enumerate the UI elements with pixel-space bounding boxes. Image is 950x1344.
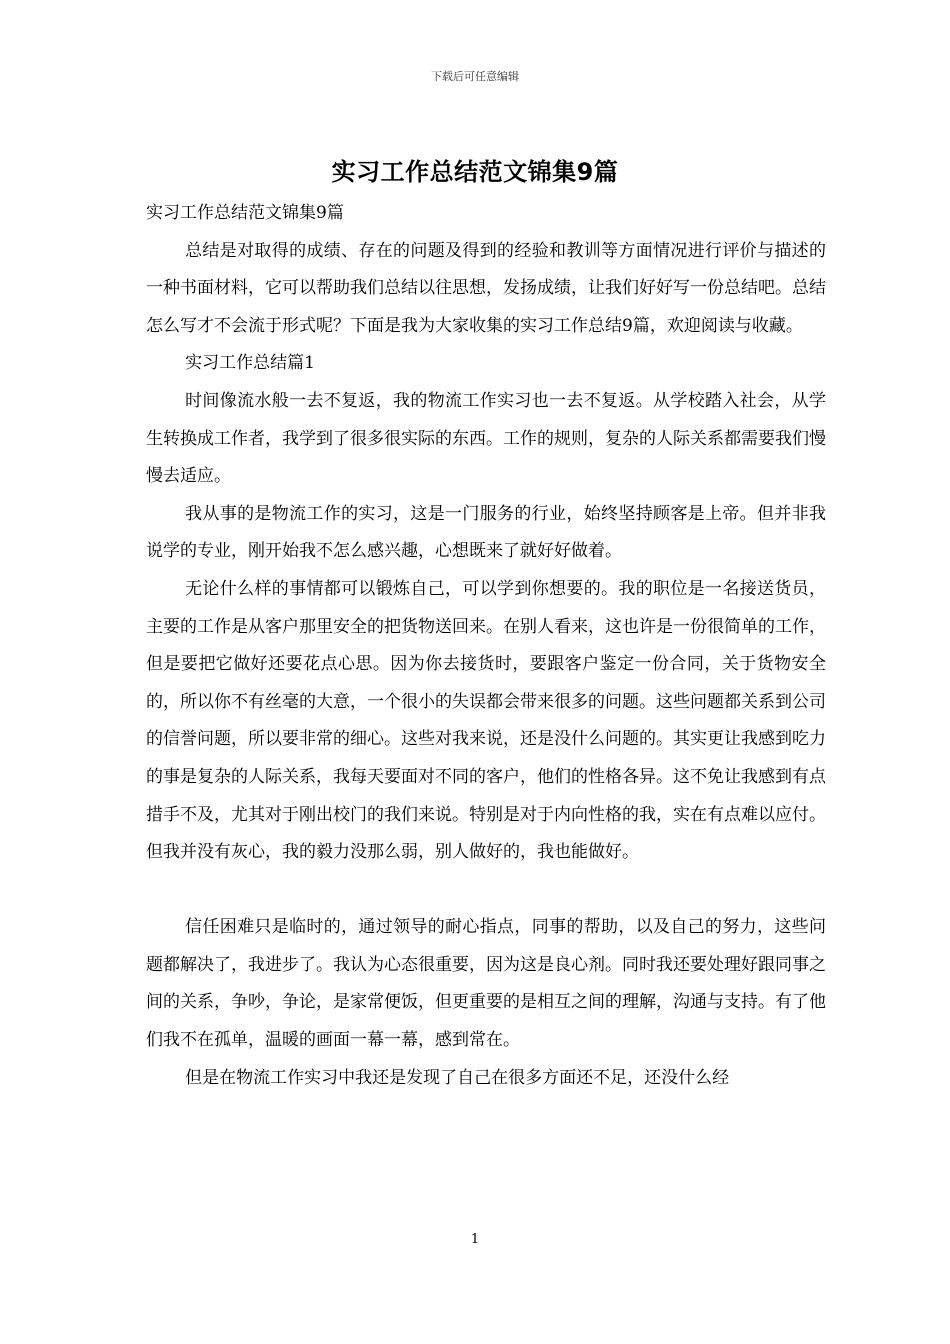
document-body bbox=[146, 195, 826, 1097]
page-number: 1 bbox=[470, 1232, 480, 1247]
document-title: 实习工作总结范文锦集9篇 bbox=[331, 158, 619, 186]
section-heading: 实习工作总结篇1 bbox=[185, 353, 315, 374]
document-subtitle: 实习工作总结范文锦集9篇 bbox=[146, 203, 344, 223]
body-paragraph: 无论什么样的事情都可以锻炼自己，可以学到你想要的。我的职位是一名接送货员，主要的工作是从客户那里安全的把货物送回来。在别人看来，这也许是一份很简单的工作，但是要把它做好还要花点心思。因为你去接货时，要跟客户鉴定一份合同，关于货物安全的，所以你不有丝毫的大意，一个很小的失误都会带来很多的问题。这些问题都关系到公司的信誉问题，所以要非常的细心。这些对我来说，还是没什么问题的。其实更让我感到吃力的事是复杂的人际关系，我每天要面对不同的客户，他们的性格各异。这不免让我感到有点措手不及，尤其对于刚出校门的我们来说。特别是对于内向性格的我，实在有点难以应付。但我并没有灰心，我的毅力没那么弱，别人做好的，我也能做好。 bbox=[146, 578, 826, 863]
body-paragraph: 但是在物流工作实习中我还是发现了自己在很多方面还不足，还没什么经 bbox=[185, 1067, 730, 1088]
body-paragraph: 我从事的是物流工作的实习，这是一门服务的行业，始终坚持顾客是上帝。但并非我说学的专业，刚开始我不怎么感兴趣，心想既来了就好好做着。 bbox=[146, 503, 826, 562]
body-paragraph: 时间像流水般一去不复返，我的物流工作实习也一去不复返。从学校踏入社会，从学生转换成工作者，我学到了很多很实际的东西。工作的规则，复杂的人际关系都需要我们慢慢去适应。 bbox=[146, 390, 826, 487]
body-paragraph: 信任困难只是临时的，通过领导的耐心指点，同事的帮助，以及自己的努力，这些问题都解决了，我进步了。我认为心态很重要，因为这是良心剂。同时我还要处理好跟同事之间的关系，争吵，争论，是家常便饭，但更重要的是相互之间的理解，沟通与支持。有了他们我不在孤单，温暖的画面一幕一幕，感到常在。 bbox=[146, 917, 826, 1051]
page-header-note: 下载后可任意编辑 bbox=[431, 70, 519, 83]
intro-paragraph: 总结是对取得的成绩、存在的问题及得到的经验和教训等方面情况进行评价与描述的一种书面材料，它可以帮助我们总结以往思想，发扬成绩，让我们好好写一份总结吧。总结怎么写才不会流于形式呢？下面是我为大家收集的实习工作总结9篇，欢迎阅读与收藏。 bbox=[146, 240, 826, 336]
